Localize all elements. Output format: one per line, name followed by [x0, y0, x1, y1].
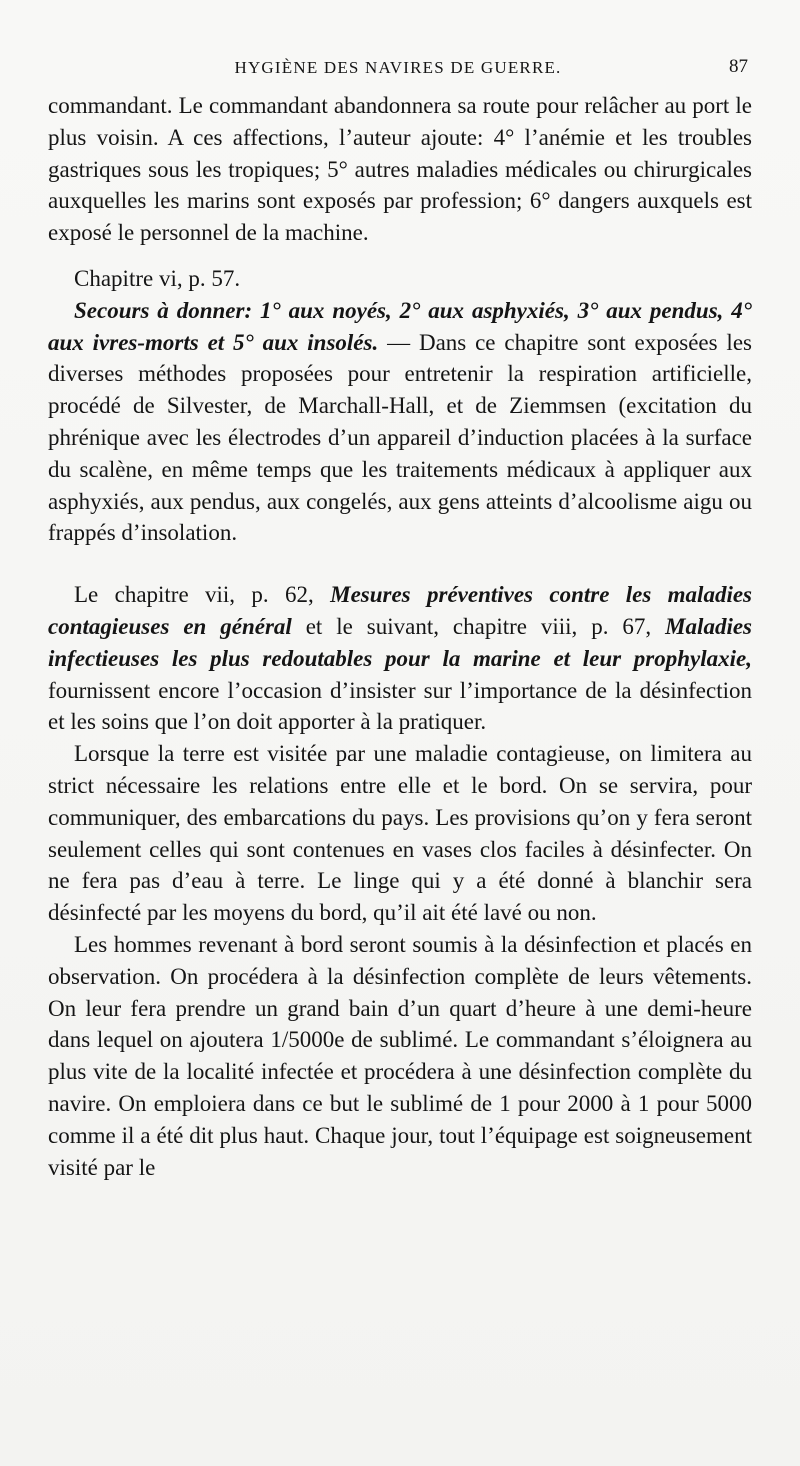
chapitre-text: fournissent encore l’occasion d’insister sur l’importance de la désinfection et les soins que l’on doit apporter à la pratiquer.	[48, 677, 752, 735]
running-title: HYGIÈNE DES NAVIRES DE GUERRE.	[234, 58, 562, 77]
paragraph-chapter-ref: Chapitre vi, p. 57.	[74, 265, 241, 291]
body-text	[48, 90, 752, 1183]
running-head	[48, 56, 748, 84]
paragraph-secours	[48, 295, 752, 549]
chapitre-vii-intro: Le chapitre vii, p. 62,	[74, 582, 331, 608]
paragraph-chapitre-vii	[48, 579, 752, 738]
paragraph-continuation: commandant. Le commandant abandonnera sa route pour relâcher au port le plus voisin. A ces affections, l’auteur ajoute: 4° l’anémie et les troubles gastriques sous les tropiques; 5° autres maladies médicales ou chirurgicales auxquelles les marins sont exposés par profession; 6° dangers auxquels est exposé le personnel de la machine.	[48, 93, 752, 246]
paragraph-terre: Lorsque la terre est visitée par une maladie contagieuse, on limitera au strict nécessaire les relations entre elle et le bord. On se servira, pour communiquer, des embarcations du pays. Les provisions qu’on y fera seront seulement celles qui sont contenues en vases clos faciles à désinfecter. On ne fera pas d’eau à terre. Le linge qui y a été donné à blanchir sera désinfecté par les moyens du bord, qu’il ait été lavé ou non.	[48, 741, 752, 926]
paragraph-hommes: Les hommes revenant à bord seront soumis à la désinfection et placés en observation. On procédera à la désinfection complète de leurs vêtements. On leur fera prendre un grand bain d’un quart d’heure à une demi-heure dans lequel on ajoutera 1/5000e de sublimé. Le commandant s’éloignera au plus vite de la localité infectée et procédera à une désinfection complète du navire. On emploiera dans ce but le sublimé de 1 pour 2000 à 1 pour 5000 comme il a été dit plus haut. Chaque jour, tout l’équipage est soigneusement visité par le	[48, 931, 752, 1180]
chapitre-vii-title: Mesures préventives contre les maladies contagieuses en général	[48, 582, 752, 639]
secours-text: — Dans ce chapitre sont exposées les diverses méthodes proposées pour entretenir la respiration artificielle, procédé de Silvester, de Marchall-Hall, et de Ziemmsen (excitation du phrénique avec les électrodes d’un appareil d’induction placées à la surface du scalène, en même temps que les traitements médicaux à appliquer aux asphyxiés, aux pendus, aux congelés, aux gens atteints d’alcoolisme aigu ou frappés d’insolation.	[48, 329, 752, 546]
page-number: 87	[729, 56, 748, 77]
chapitre-viii-intro: et le suivant, chapitre viii, p. 67,	[291, 613, 666, 639]
secours-heading: Secours à donner: 1° aux noyés, 2° aux asphyxiés, 3° aux pendus, 4° aux ivres-morts et 5° aux insolés.	[48, 297, 752, 355]
chapitre-viii-title: Maladies infectieuses les plus redoutables pour la marine et leur prophylaxie,	[48, 613, 752, 671]
